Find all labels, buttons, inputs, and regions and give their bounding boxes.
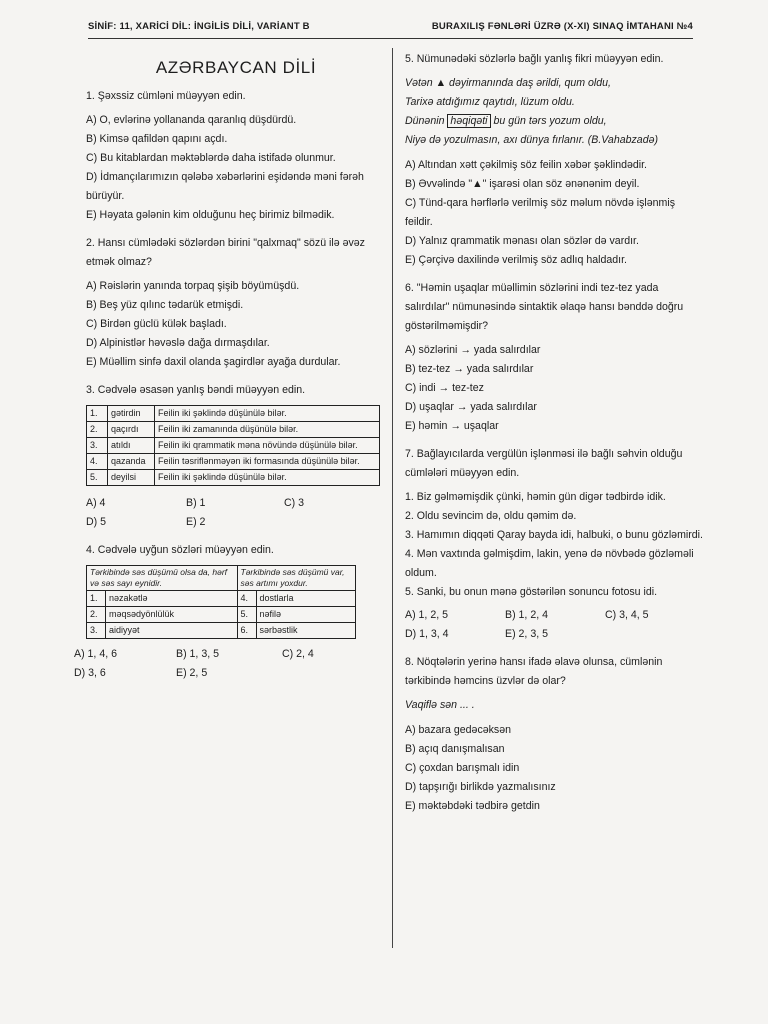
question-7 [405,445,705,644]
question-text: 3. Cədvələ əsasən yanlış bəndi müəyyən edin. [86,384,306,396]
column-divider [392,48,393,948]
option-c: C) Tünd-qara hərflərlə verilmiş söz məlum növdə işlənmiş feildir. [405,197,676,228]
option-a: A) 1, 4, 6 [74,648,117,660]
table-row: 1. nəzakətlə 4. dostlarla [87,591,356,607]
option-a: A) Altından xətt çəkilmiş söz feilin xəbər şəklindədir. [405,159,648,171]
table-row: 3. aidiyyət 6. sərbəstlik [87,623,356,639]
question-5 [405,50,705,270]
option-b: B) 1 [186,497,206,509]
option-b: B) 1, 2, 4 [505,609,548,621]
table-row: 4. qazanda Feilin təsriflənməyən iki formasında düşünülə bilər. [87,454,380,470]
list-item: 1. Biz gəlməmişdik çünki, həmin gün digər tədbirdə idik. [405,491,666,503]
column-header: Tərkibində səs düşümü olsa da, hərf və səs sayı eynidir. [87,566,238,591]
header-exam-title: BURAXILIŞ FƏNLƏRİ ÜZRƏ (X-XI) SINAQ İMTAHANI №4 [431,21,693,32]
option-e: E) 2, 5 [176,667,208,679]
sentence: Vaqiflə sən ... . [405,699,475,711]
table-row: 2. məqsədyönlülük 5. nəfilə [87,607,356,623]
table-row: 5. deyilsi Feilin iki şəklində düşünülə bilər. [87,470,380,486]
poem-line: Dünənin həqiqəti bu gün tərs yozum oldu, [405,115,607,127]
table-row: 3. atıldı Feilin iki qrammatik məna növündə düşünülə bilər. [87,438,380,454]
list-item: 5. Sanki, bu onun mənə göstərilən sonuncu fotosu idi. [405,586,658,598]
poem-line: Tarixə atdığımız qaytıdı, lüzum oldu. [405,96,575,108]
option-b: B) açıq danışmalısan [405,743,505,755]
question-3 [86,381,386,532]
option-a: A) 1, 2, 5 [405,609,448,621]
question-text: 5. Nümunədəki sözlərlə bağlı yanlış fikri müəyyən edin. [405,53,664,65]
option-c: C) 3, 4, 5 [605,609,649,621]
poem-line: Vətən ▲ dəyirmanında daş ərildi, qum oldu, [405,77,611,89]
option-d: D) 5 [86,516,107,528]
option-b: B) Əvvəlində "▲" işarəsi olan söz ənənənim deyil. [405,178,640,190]
table-header-row [87,566,356,591]
boxed-word: həqiqəti [447,114,490,128]
exam-header [88,18,693,39]
list-item: 3. Hamımın diqqəti Qaray bayda idi, halbuki, o bunu gözləmirdi. [405,529,703,541]
column-header: Tərkibində səs düşümü var, səs artımı yoxdur. [237,566,355,591]
option-b: B) tez-tez → yada salırdılar [405,363,534,375]
option-d: D) Yalnız qrammatik mənası olan sözlər də vardır. [405,235,639,247]
option-c: C) 3 [284,497,305,509]
question-text: 7. Bağlayıcılarda vergülün işlənməsi ilə bağlı səhvin olduğu cümlələri müəyyən edin. [405,448,683,479]
question-text: 8. Nöqtələrin yerinə hansı ifadə əlavə olunsa, cümlənin tərkibində həmcins üzvlər də olar? [405,656,663,687]
option-d: D) 3, 6 [74,667,106,679]
option-c: C) çoxdan barışmalı idin [405,762,520,774]
option-e: E) Çərçivə daxilində verilmiş söz adlıq haldadır. [405,254,627,266]
option-c: C) 2, 4 [282,648,314,660]
list-item: 4. Mən vaxtında gəlmişdim, lakin, yenə də növbədə gözləməli oldum. [405,548,694,579]
question-3-table [86,405,380,486]
option-b: B) 1, 3, 5 [176,648,219,660]
option-c: C) indi → tez-tez [405,382,484,394]
question-text: 1. Şəxssiz cümləni müəyyən edin. [86,90,246,102]
question-4-table [86,565,356,639]
option-d: D) Alpinistlər həvəslə dağa dırmaşdılar. [86,337,270,349]
table-row: 2. qaçırdı Feilin iki zamanında düşünülə bilər. [87,422,380,438]
table-row: 1. gətirdin Feilin iki şəklində düşünülə bilər. [87,406,380,422]
question-text: 2. Hansı cümlədəki sözlərdən birini "qalxmaq" sözü ilə əvəz etmək olmaz? [86,237,365,268]
option-d: D) uşaqlar → yada salırdılar [405,401,537,413]
question-8 [405,653,705,816]
answer-row [74,664,386,683]
question-6 [405,279,705,436]
answer-row [86,494,386,513]
option-b: B) Beş yüz qılınc tədarük etmişdi. [86,299,244,311]
option-e: E) həmin → uşaqlar [405,420,499,432]
option-d: D) tapşırığı birlikdə yazmalısınız [405,781,556,793]
option-b: B) Kimsə qafildən qapını açdı. [86,133,228,145]
option-e: E) 2, 3, 5 [505,628,548,640]
option-e: E) Həyata gələnin kim olduğunu heç birimiz bilmədik. [86,209,335,221]
option-e: E) Müəllim sinfə daxil olanda şagirdlər ayağa durdular. [86,356,341,368]
poem-line: Niyə də yozulmasın, axı dünya fırlanır. (B.Vahabzadə) [405,134,659,146]
option-a: A) sözlərini → yada salırdılar [405,344,541,356]
option-c: C) Birdən güclü külək başladı. [86,318,227,330]
question-2 [86,234,386,372]
answer-row [74,645,386,664]
answer-row [86,513,386,532]
option-a: A) Rəislərin yanında torpaq şişib böyümüşdü. [86,280,300,292]
question-text: 4. Cədvələ uyğun sözləri müəyyən edin. [86,544,274,556]
list-item: 2. Oldu sevincim də, oldu qəmim də. [405,510,577,522]
question-1 [86,87,386,225]
option-c: C) Bu kitablardan məktəblərdə daha istifadə olunmur. [86,152,336,164]
option-d: D) 1, 3, 4 [405,628,449,640]
header-subject: SİNİF: 11, XARİCİ DİL: İNGİLİS DİLİ, VARİANT B [88,21,310,32]
question-4 [74,541,386,683]
option-a: A) 4 [86,497,106,509]
option-a: A) O, evlərinə yollananda qaranlıq düşdürdü. [86,114,297,126]
option-e: E) 2 [186,516,206,528]
left-column [74,50,386,683]
answer-row [405,625,705,644]
option-e: E) məktəbdəki tədbirə getdin [405,800,540,812]
option-a: A) bazara gedəcəksən [405,724,512,736]
option-d: D) İdmançılarımızın qələbə xəbərlərini eşidəndə məni fərəh bürüyür. [86,171,364,202]
answer-row [405,606,705,625]
page-title: AZƏRBAYCAN DİLİ [155,58,317,77]
right-column [405,50,705,816]
question-text: 6. "Həmin uşaqlar müəllimin sözlərini indi tez-tez yada salırdılar" nümunəsində sintaktik əlaqə hansı bənddə doğru göstərilməmişdir? [405,282,684,332]
